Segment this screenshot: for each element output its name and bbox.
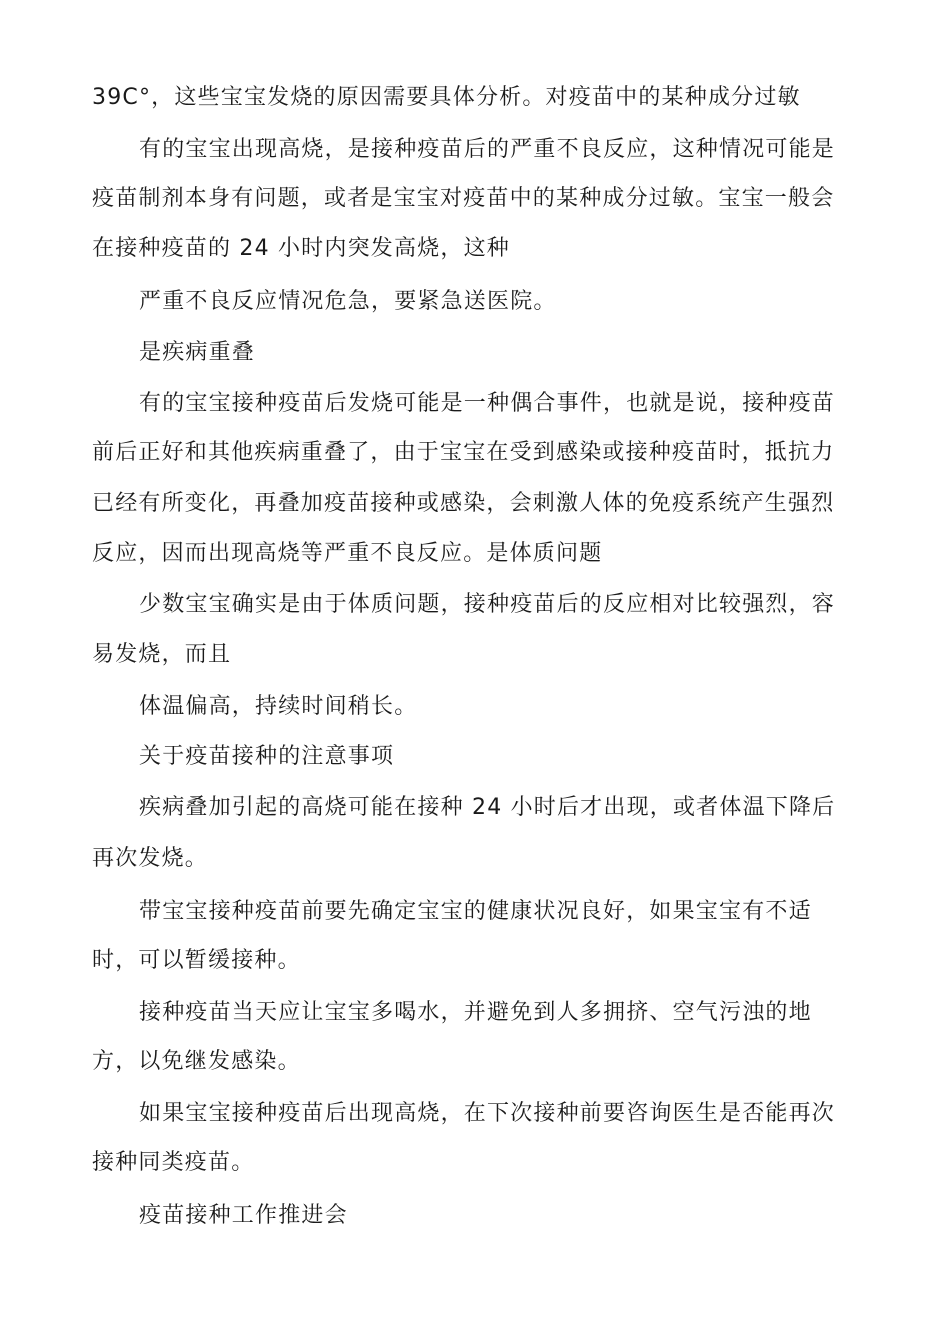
text-line: 易发烧，而且 [92, 642, 232, 667]
text-line: 前后正好和其他疾病重叠了，由于宝宝在受到感染或接种疫苗时，抵抗力 [92, 440, 835, 465]
section-heading: 关于疫苗接种的注意事项 [139, 744, 395, 769]
text-line: 反应，因而出现高烧等严重不良反应。是体质问题 [92, 541, 603, 566]
section-heading: 疫苗接种工作推进会 [139, 1203, 348, 1228]
text-line: 39C°，这些宝宝发烧的原因需要具体分析。对疫苗中的某种成分过敏 [92, 85, 801, 110]
text-line: 疾病叠加引起的高烧可能在接种 24 小时后才出现，或者体温下降后 [139, 795, 836, 820]
text-line: 方，以免继发感染。 [92, 1049, 301, 1074]
section-heading: 是疾病重叠 [139, 340, 256, 365]
text-line: 在接种疫苗的 24 小时内突发高烧，这种 [92, 236, 510, 261]
text-line: 接种疫苗当天应让宝宝多喝水，并避免到人多拥挤、空气污浊的地 [139, 1000, 812, 1025]
text-line: 再次发烧。 [92, 846, 209, 871]
text-line: 带宝宝接种疫苗前要先确定宝宝的健康状况良好，如果宝宝有不适 [139, 899, 812, 924]
text-line: 有的宝宝出现高烧，是接种疫苗后的严重不良反应，这种情况可能是 [139, 137, 836, 162]
text-line: 体温偏高，持续时间稍长。 [139, 694, 418, 719]
text-line: 少数宝宝确实是由于体质问题，接种疫苗后的反应相对比较强烈，容 [139, 592, 836, 617]
text-line: 严重不良反应情况危急，要紧急送医院。 [139, 289, 557, 314]
text-line: 已经有所变化，再叠加疫苗接种或感染，会刺激人体的免疫系统产生强烈 [92, 491, 835, 516]
text-line: 如果宝宝接种疫苗后出现高烧，在下次接种前要咨询医生是否能再次 [139, 1101, 836, 1126]
text-line: 有的宝宝接种疫苗后发烧可能是一种偶合事件，也就是说，接种疫苗 [139, 391, 836, 416]
text-line: 接种同类疫苗。 [92, 1150, 255, 1175]
text-line: 疫苗制剂本身有问题，或者是宝宝对疫苗中的某种成分过敏。宝宝一般会 [92, 186, 835, 211]
text-line: 时，可以暂缓接种。 [92, 948, 301, 973]
